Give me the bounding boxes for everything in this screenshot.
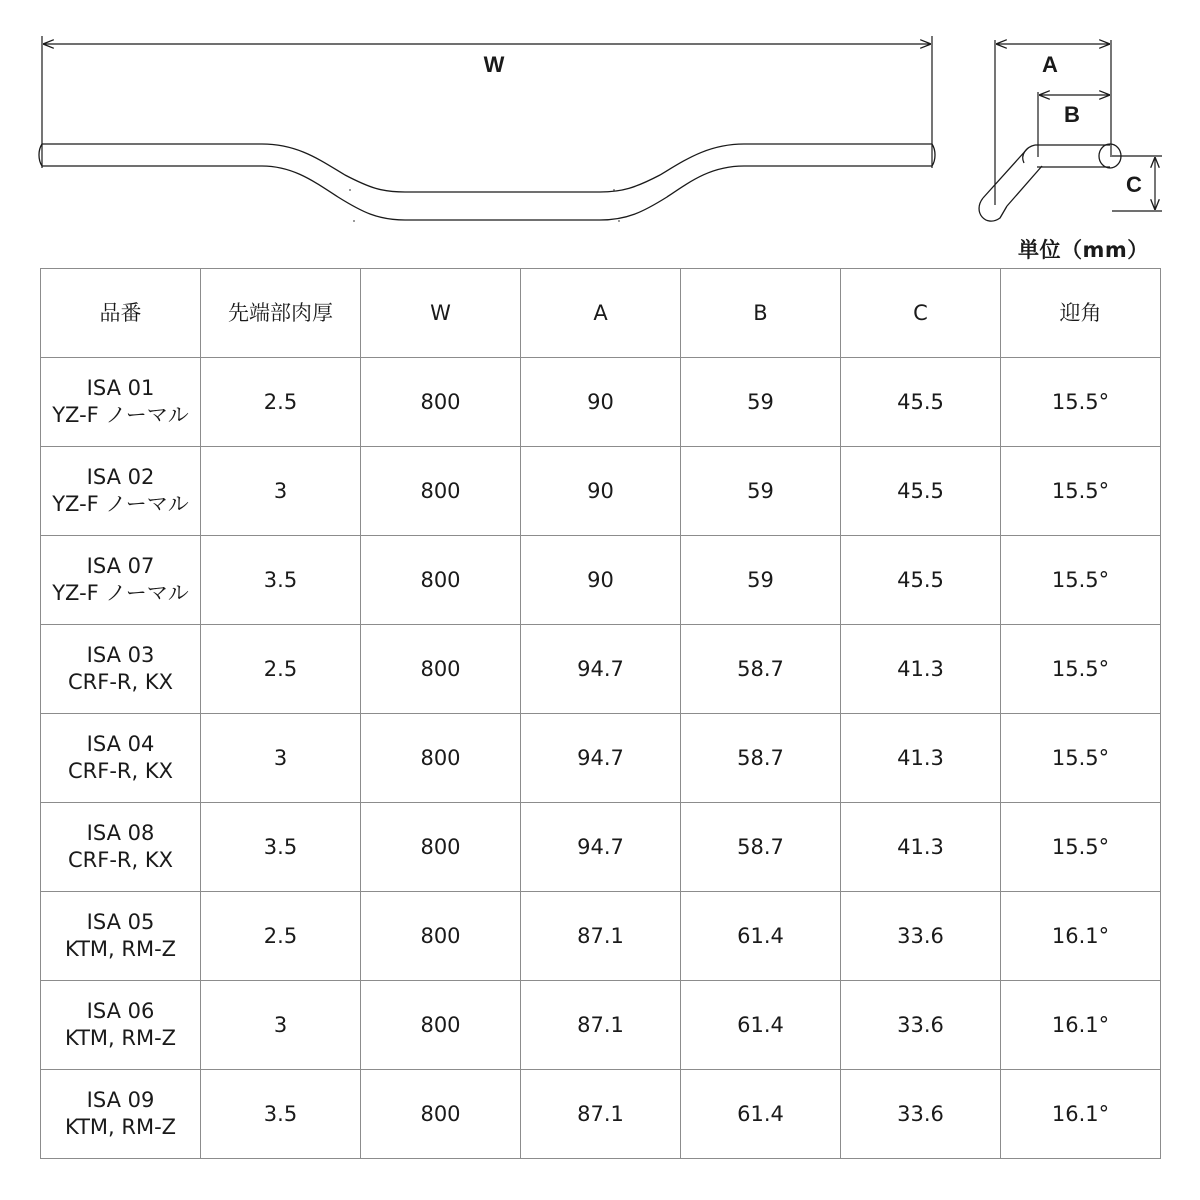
table-row (41, 625, 1161, 714)
b-cell: 58.7 (681, 714, 841, 803)
handlebar-front-view (39, 144, 935, 220)
table-row (41, 358, 1161, 447)
thickness-cell: 2.5 (201, 625, 361, 714)
part-cell (41, 803, 201, 892)
angle-cell: 15.5° (1001, 536, 1161, 625)
thickness-cell: 3 (201, 714, 361, 803)
angle-cell: 16.1° (1001, 892, 1161, 981)
part-number: ISA 03 (86, 643, 155, 667)
header-a: A (521, 269, 681, 358)
table-header-row (41, 269, 1161, 358)
angle-cell: 16.1° (1001, 981, 1161, 1070)
side-view-bar (979, 144, 1121, 221)
a-cell: 94.7 (521, 714, 681, 803)
a-cell: 94.7 (521, 625, 681, 714)
unit-label: 単位（mm） (1018, 238, 1149, 262)
part-model: YZ-F ノーマル (52, 403, 189, 427)
table-row (41, 892, 1161, 981)
part-cell (41, 536, 201, 625)
a-cell: 87.1 (521, 981, 681, 1070)
header-angle: 迎角 (1001, 269, 1161, 358)
c-cell: 33.6 (841, 1070, 1001, 1159)
part-number: ISA 07 (86, 554, 155, 578)
c-cell: 45.5 (841, 536, 1001, 625)
part-number: ISA 08 (86, 821, 155, 845)
thickness-cell: 3 (201, 447, 361, 536)
table-row (41, 981, 1161, 1070)
handlebar-drawing (0, 0, 1200, 268)
c-label: C (1126, 172, 1142, 197)
w-cell: 800 (361, 892, 521, 981)
part-number: ISA 05 (86, 910, 155, 934)
part-cell (41, 714, 201, 803)
part-number: ISA 04 (86, 732, 155, 756)
angle-cell: 15.5° (1001, 358, 1161, 447)
a-cell: 94.7 (521, 803, 681, 892)
c-cell: 41.3 (841, 625, 1001, 714)
c-cell: 41.3 (841, 803, 1001, 892)
width-label: W (483, 52, 505, 77)
a-cell: 87.1 (521, 892, 681, 981)
part-number: ISA 02 (86, 465, 155, 489)
part-number: ISA 01 (86, 376, 155, 400)
part-cell (41, 358, 201, 447)
part-model: YZ-F ノーマル (52, 492, 189, 516)
angle-cell: 15.5° (1001, 447, 1161, 536)
part-cell (41, 625, 201, 714)
part-number: ISA 06 (86, 999, 155, 1023)
part-model: KTM, RM-Z (64, 1115, 177, 1139)
a-cell: 90 (521, 358, 681, 447)
w-cell: 800 (361, 981, 521, 1070)
thickness-cell: 3.5 (201, 1070, 361, 1159)
b-cell: 61.4 (681, 1070, 841, 1159)
handlebar-diagram (0, 0, 1200, 268)
thickness-cell: 2.5 (201, 358, 361, 447)
c-cell: 45.5 (841, 358, 1001, 447)
part-model: YZ-F ノーマル (52, 581, 189, 605)
part-cell (41, 892, 201, 981)
w-cell: 800 (361, 536, 521, 625)
w-cell: 800 (361, 714, 521, 803)
b-cell: 59 (681, 447, 841, 536)
a-label: A (1042, 52, 1058, 77)
header-part-number: 品番 (41, 269, 201, 358)
b-label: B (1064, 102, 1080, 127)
part-model: CRF-R, KX (67, 759, 173, 783)
a-cell: 90 (521, 447, 681, 536)
b-cell: 58.7 (681, 803, 841, 892)
b-cell: 58.7 (681, 625, 841, 714)
b-cell: 59 (681, 358, 841, 447)
part-model: CRF-R, KX (67, 670, 173, 694)
table-row (41, 536, 1161, 625)
a-cell: 87.1 (521, 1070, 681, 1159)
thickness-cell: 2.5 (201, 892, 361, 981)
header-tip-thickness: 先端部肉厚 (201, 269, 361, 358)
part-number: ISA 09 (86, 1088, 155, 1112)
b-cell: 59 (681, 536, 841, 625)
table-row (41, 803, 1161, 892)
c-cell: 41.3 (841, 714, 1001, 803)
c-cell: 45.5 (841, 447, 1001, 536)
part-cell (41, 1070, 201, 1159)
w-cell: 800 (361, 1070, 521, 1159)
a-cell: 90 (521, 536, 681, 625)
table-row (41, 1070, 1161, 1159)
part-cell (41, 447, 201, 536)
w-cell: 800 (361, 625, 521, 714)
w-cell: 800 (361, 358, 521, 447)
angle-cell: 15.5° (1001, 803, 1161, 892)
w-cell: 800 (361, 447, 521, 536)
thickness-cell: 3 (201, 981, 361, 1070)
header-b: B (681, 269, 841, 358)
part-model: KTM, RM-Z (64, 1026, 177, 1050)
angle-cell: 16.1° (1001, 1070, 1161, 1159)
center-marks (349, 189, 620, 222)
b-cell: 61.4 (681, 892, 841, 981)
part-model: KTM, RM-Z (64, 937, 177, 961)
part-model: CRF-R, KX (67, 848, 173, 872)
spec-table (40, 268, 1161, 1159)
header-c: C (841, 269, 1001, 358)
thickness-cell: 3.5 (201, 536, 361, 625)
thickness-cell: 3.5 (201, 803, 361, 892)
table-row (41, 447, 1161, 536)
angle-cell: 15.5° (1001, 714, 1161, 803)
c-cell: 33.6 (841, 981, 1001, 1070)
c-cell: 33.6 (841, 892, 1001, 981)
angle-cell: 15.5° (1001, 625, 1161, 714)
header-w: W (361, 269, 521, 358)
table-row (41, 714, 1161, 803)
b-cell: 61.4 (681, 981, 841, 1070)
w-cell: 800 (361, 803, 521, 892)
part-cell (41, 981, 201, 1070)
